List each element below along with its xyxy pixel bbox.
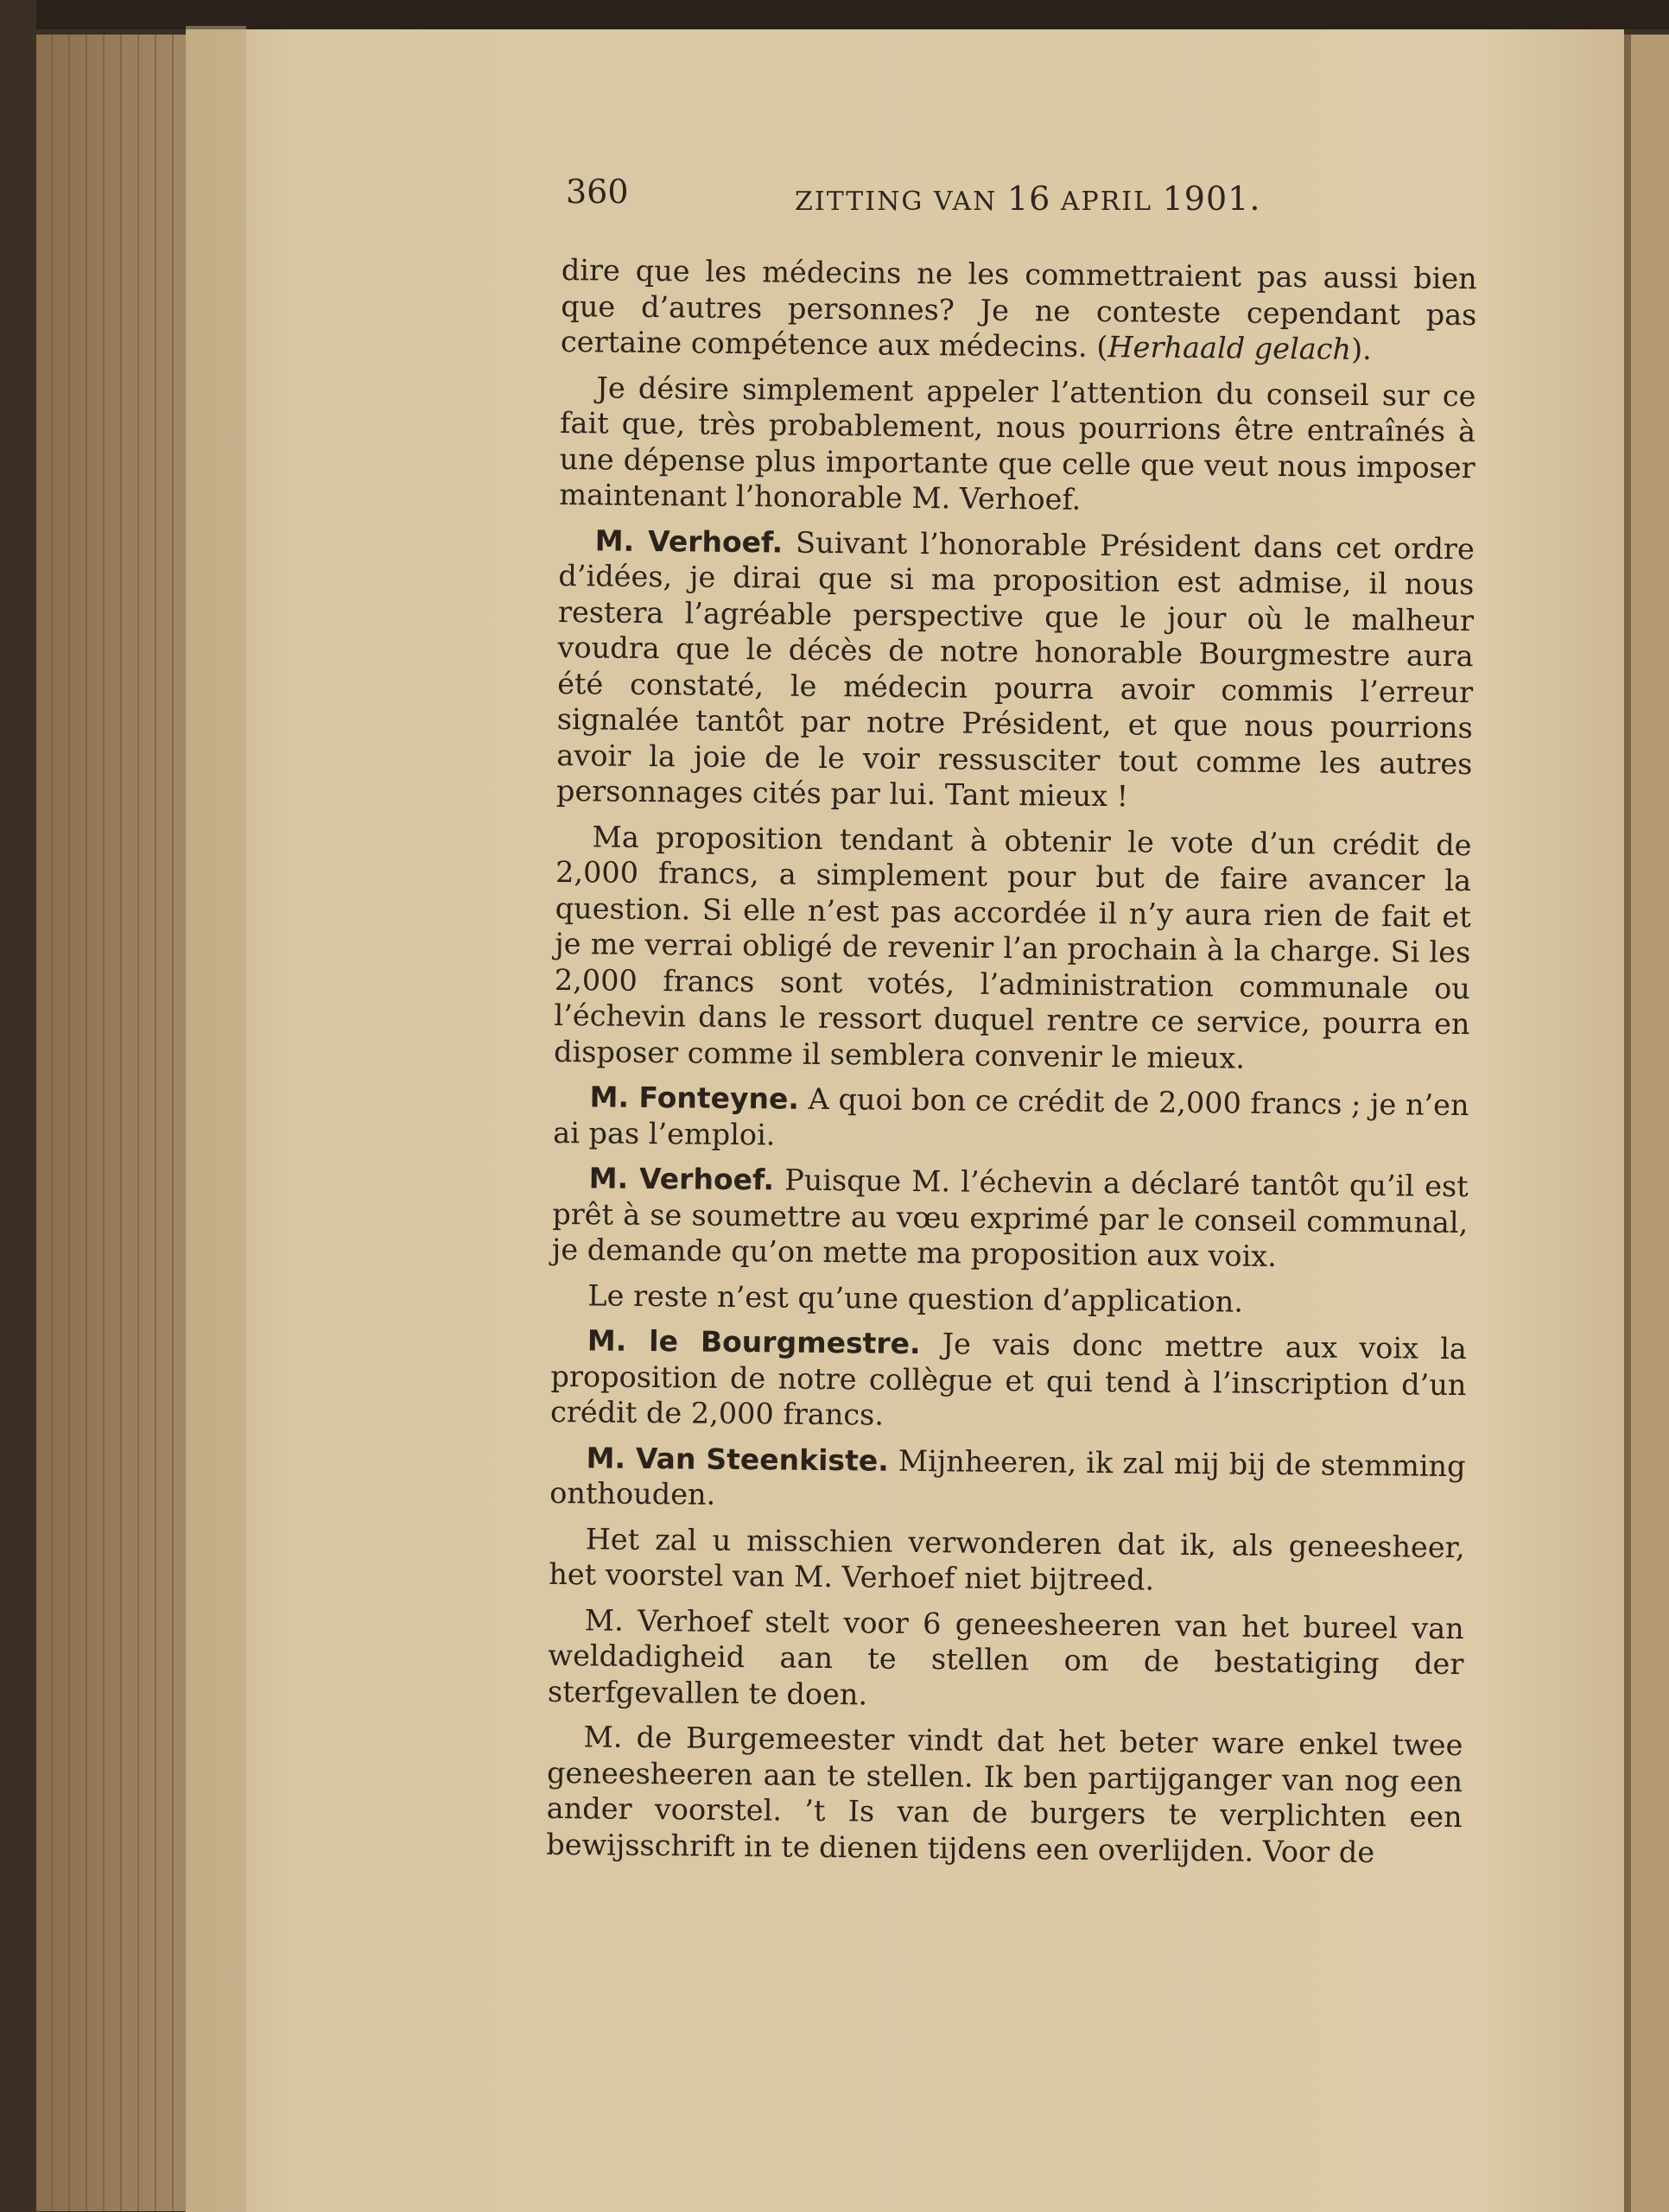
running-head-month: APRIL [1050, 187, 1163, 217]
paragraph [549, 1520, 1465, 1600]
page-body [546, 252, 1477, 1880]
page-number: 360 [566, 173, 629, 211]
speaker-name: M. le Bourgmestre. [587, 1323, 921, 1361]
speech-text: Mijnheeren, ik zal mij bij de stemming onthouden. [549, 1443, 1466, 1512]
speech-text: Puisque M. l’échevin a déclaré tantôt qu’il est prêt à se soumettre au vœu exprimé par le conseil communal, je demande qu’on mette ma proposition aux voix. [551, 1163, 1469, 1273]
paragraph [548, 1601, 1464, 1718]
running-head-day: 16 [1006, 180, 1051, 218]
speech-text: Je vais donc mettre aux voix la proposition de notre collègue et qui tend à l’inscription d’un crédit de 2,000 francs. [549, 1327, 1468, 1432]
speech-bourgmestre [550, 1322, 1467, 1439]
speech-verhoef [552, 1160, 1469, 1277]
speech-fonteyne [553, 1079, 1469, 1159]
running-head-title [795, 180, 1260, 218]
speech-van-steenkiste [549, 1439, 1466, 1519]
paragraph-text: M. Verhoef stelt voor 6 geneesheeren van het bureel van weldadigheid aan te stellen om de bestatiging der sterfgevallen te doen. [547, 1602, 1464, 1711]
running-header [566, 173, 1274, 225]
paragraph-text: Le reste n’est qu’une question d’application. [587, 1277, 1244, 1319]
paragraph-tail: ). [1350, 332, 1372, 367]
paragraph-text: dire que les médecins ne les commettraient pas aussi bien que d’autres personnes? Je ne conteste cependant pas certaine compétence aux médecins. ( [560, 252, 1477, 364]
paragraph [559, 369, 1476, 521]
paragraph-text: Je désire simplement appeler l’attention du conseil sur ce fait que, très probablement, nous pourrions être entraînés à une dépense plus importante que celle que veut nous imposer maintenant l’honorable M. Verhoef. [559, 370, 1476, 517]
paragraph-text: Het zal u misschien verwonderen dat ik, als geneesheer, het voorstel van M. Verhoef niet bijtreed. [549, 1521, 1465, 1597]
paragraph [554, 818, 1472, 1078]
speech-text: A quoi bon ce crédit de 2,000 francs ; je n’en ai pas l’emploi. [553, 1081, 1469, 1151]
speech-text: Suivant l’honorable Président dans cet ordre d’idées, je dirai que si ma proposition est admise, il nous restera l’agréable perspective que le jour où le malheur voudra que le décès de notre honorable Bourgmestre aura été constaté, le médecin pourra avoir commis l’erreur signalée tantôt par notre Président, et que nous pourrions avoir la joie de le voir ressusciter tout comme les autres personnages cités par lui. Tant mieux ! [555, 524, 1475, 814]
running-head-year: 1901. [1162, 180, 1261, 218]
speaker-name: M. Van Steenkiste. [586, 1440, 889, 1478]
italic-aside: Herhaald gelach [1107, 330, 1352, 366]
speaker-name: M. Verhoef. [594, 523, 784, 559]
paragraph [546, 1719, 1463, 1871]
paragraph-text: Ma proposition tendant à obtenir le vote d’un crédit de 2,000 francs, a simplement pour but de faire avancer la question. Si elle n’est pas accordée il n’y aura rien de fait et je me verrai obligé de revenir l’an prochain à la charge. Si les 2,000 francs sont votés, l’administration communale ou l’échevin dans le ressort duquel rentre ce service, pourra en disposer comme il semblera convenir le mieux. [553, 819, 1472, 1075]
speech-verhoef [556, 522, 1475, 817]
paragraph-continuation [561, 252, 1477, 369]
speaker-name: M. Verhoef. [588, 1161, 775, 1197]
paragraph [551, 1277, 1467, 1321]
speaker-name: M. Fonteyne. [589, 1080, 800, 1116]
running-head-prefix: ZITTING VAN [795, 187, 1007, 217]
paragraph-text: M. de Burgemeester vindt dat het beter ware enkel twee geneesheeren aan te stellen. Ik ben partijganger van nog een ander voorstel. ’t Is van de burgers te verplichten een bewijsschrift in te dienen tijdens een overlijden. Voor de [546, 1720, 1463, 1869]
